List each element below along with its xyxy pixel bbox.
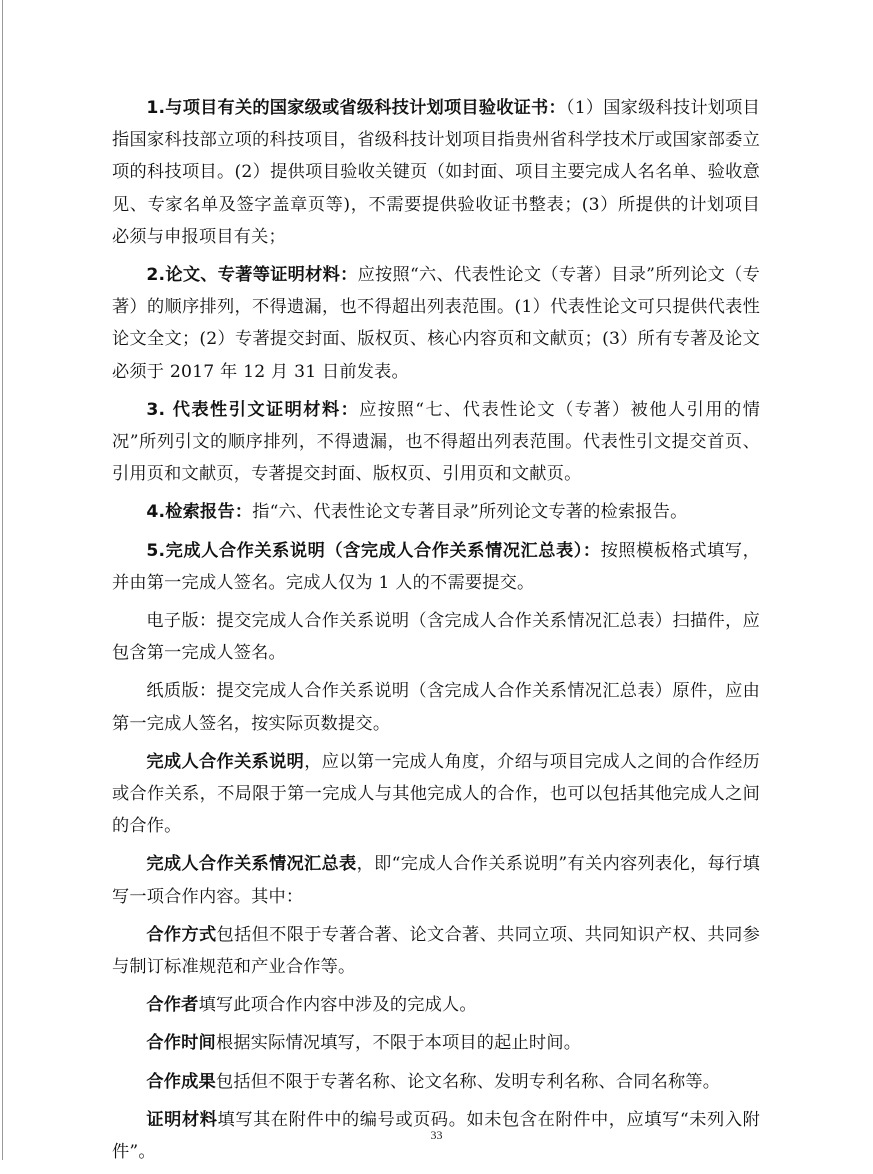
paragraph-electronic-version — [112, 605, 760, 669]
paragraph-lead: 合作方式 — [146, 924, 217, 945]
paragraph-citation-proof — [112, 394, 760, 491]
paragraph-lead: 1.与项目有关的国家级或省级科技计划项目验收证书： — [146, 98, 566, 118]
document-body — [112, 92, 760, 1174]
paragraph-lead: 合作时间 — [146, 1033, 216, 1054]
paragraph-lead: 合作成果 — [146, 1071, 216, 1092]
paragraph-text: 根据实际情况填写，不限于本项目的起止时间。 — [215, 1033, 582, 1054]
page-number: 33 — [430, 1128, 443, 1142]
paragraph-lead: 合作者 — [146, 995, 199, 1016]
paragraph-lead: 3. 代表性引文证明材料： — [146, 399, 360, 420]
paragraph-text: ，应以第一完成人角度，介绍与项目完成人之间的合作经历或合作关系，不局限于第一完成人与其他完成人的合作，也可以包括其他完成人之间的合作。 — [112, 751, 760, 837]
paragraph-lead: 完成人合作关系情况汇总表 — [146, 854, 357, 875]
paragraph-text: 应按照“六、代表性论文（专著）目录”所列论文（专著）的顺序排列，不得遗漏，也不得超出列表范围。(1）代表性论文可只提供代表性论文全文；(2）专著提交封面、版权页、核心内容页和文献页；(3）所有专著及论文必须于 2017 年 12 月 31 日前发表。 — [112, 265, 760, 382]
paragraph-cooperation-statement — [112, 535, 760, 599]
paragraph-text: （1）国家级科技计划项目指国家科技部立项的科技项目，省级科技计划项目指贵州省科学技术厅或国家部委立项的科技项目。(2）提供项目验收关键页（如封面、项目主要完成人名名单、验收意见、专家名单及签字盖章页等)，不需要提供验收证书整表；(3）所提供的计划项目必须与申报项目有关； — [112, 98, 760, 247]
paragraph-cooperation-time — [112, 1027, 760, 1059]
paragraph-cooperation-description — [112, 746, 760, 843]
paragraph-paper-version — [112, 675, 760, 739]
paragraph-text: 包括但不限于专著合著、论文合著、共同立项、共同知识产权、共同参与制订标准规范和产业合作等。 — [112, 924, 761, 978]
paragraph-lead: 2.论文、专著等证明材料： — [146, 265, 358, 286]
paragraph-text: 指“六、代表性论文专著目录”所列论文专著的检索报告。 — [252, 502, 688, 523]
paragraph-lead: 5.完成人合作关系说明（含完成人合作关系情况汇总表）： — [146, 540, 601, 561]
paragraph-lead: 证明材料 — [146, 1109, 218, 1130]
paragraph-cooperation-results — [112, 1066, 760, 1098]
paragraph-text: 纸质版：提交完成人合作关系说明（含完成人合作关系情况汇总表）原件，应由第一完成人签名，按实际页数提交。 — [112, 681, 760, 734]
paragraph-cooperation-summary-table — [112, 848, 760, 912]
paragraph-text: 包括但不限于专著名称、论文名称、发明专利名称、合同名称等。 — [215, 1071, 721, 1092]
paragraph-text: 电子版：提交完成人合作关系说明（含完成人合作关系情况汇总表）扫描件，应包含第一完成人签名。 — [112, 611, 760, 664]
paragraph-acceptance-certificate — [112, 92, 760, 253]
paragraph-text: 应按照“七、代表性论文（专著）被他人引用的情况”所列引文的顺序排列，不得遗漏，也不得超出列表范围。代表性引文提交首页、引用页和文献页，专著提交封面、版权页、引用页和文献页。 — [112, 399, 760, 485]
paragraph-text: ，即“完成人合作关系说明”有关内容列表化，每行填写一项合作内容。其中： — [112, 854, 760, 907]
paragraph-papers-monographs — [112, 259, 760, 388]
paragraph-search-report — [112, 496, 760, 528]
paragraph-text: 填写其在附件中的编号或页码。如未包含在附件中，应填写“未列入附件”。 — [112, 1109, 760, 1163]
paragraph-cooperation-method — [112, 919, 760, 983]
paragraph-lead: 4.检索报告： — [146, 502, 253, 523]
paragraph-text: 填写此项合作内容中涉及的完成人。 — [198, 995, 477, 1016]
page-edge-line — [2, 0, 3, 1160]
paragraph-text: 按照模板格式填写，并由第一完成人签名。完成人仅为 1 人的不需要提交。 — [112, 540, 760, 593]
paragraph-cooperator — [112, 989, 760, 1021]
paragraph-lead: 完成人合作关系说明 — [146, 751, 305, 772]
